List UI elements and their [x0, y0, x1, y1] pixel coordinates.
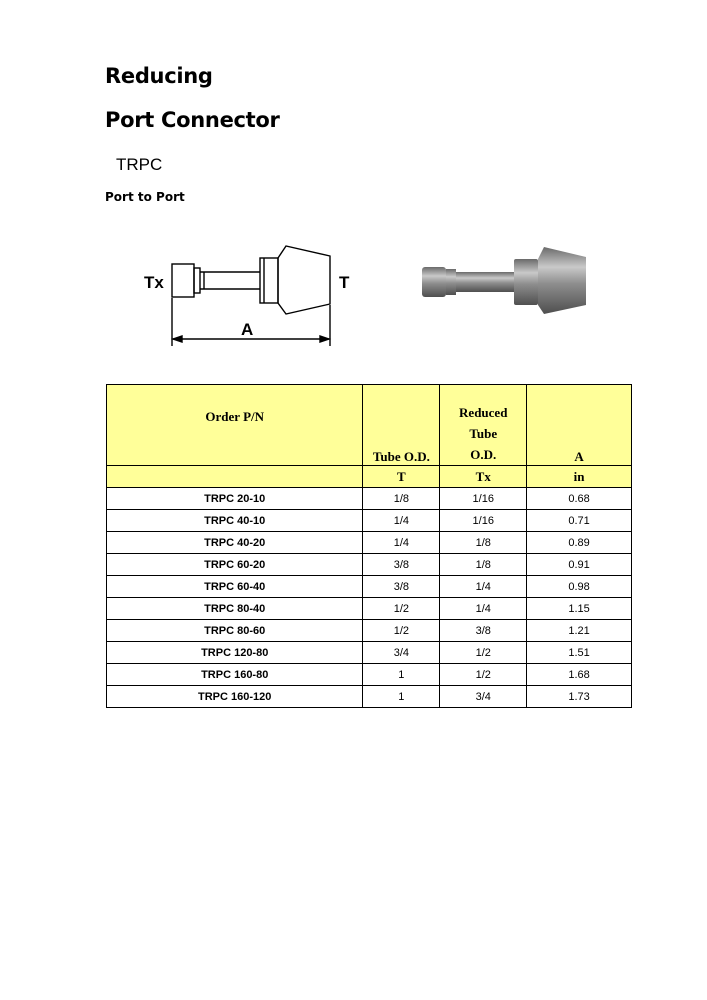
part-number-cell: TRPC 160-80: [107, 664, 363, 686]
tube-od-cell: 1/4: [363, 532, 440, 554]
table-row: [107, 664, 632, 686]
table-row: [107, 576, 632, 598]
part-number-cell: TRPC 40-20: [107, 532, 363, 554]
tube-od-cell: 1: [363, 686, 440, 708]
arrow-left-icon: [173, 336, 182, 342]
header-tube-od: Tube O.D.: [363, 385, 440, 466]
header-reduced-line2: Tube: [469, 426, 498, 441]
reduced-od-cell: 1/4: [440, 598, 527, 620]
label-t: T: [339, 273, 350, 292]
table-row: [107, 620, 632, 642]
table-row: [107, 686, 632, 708]
part-number-cell: TRPC 80-60: [107, 620, 363, 642]
reduced-od-cell: 3/8: [440, 620, 527, 642]
neck-ring: [194, 268, 200, 293]
unit-t: T: [363, 466, 440, 488]
small-port: [172, 264, 194, 297]
part-number-cell: TRPC 120-80: [107, 642, 363, 664]
tube-od-cell: 1/8: [363, 488, 440, 510]
title-port-connector: Port Connector: [105, 108, 280, 132]
part-number-cell: TRPC 60-40: [107, 576, 363, 598]
reduced-od-cell: 1/2: [440, 642, 527, 664]
table-row: [107, 488, 632, 510]
tube-od-cell: 3/4: [363, 642, 440, 664]
header-order-pn: Order P/N: [107, 385, 363, 466]
header-a: A: [527, 385, 632, 466]
large-port: [278, 246, 330, 314]
header-reduced-tube-od: [440, 385, 527, 466]
part-number-cell: TRPC 60-20: [107, 554, 363, 576]
label-a: A: [241, 320, 254, 339]
part-number-cell: TRPC 160-120: [107, 686, 363, 708]
reduced-od-cell: 1/16: [440, 510, 527, 532]
reduced-od-cell: 1/8: [440, 554, 527, 576]
tube-od-cell: 3/8: [363, 554, 440, 576]
unit-in: in: [527, 466, 632, 488]
unit-tx: Tx: [440, 466, 527, 488]
length-a-cell: 1.51: [527, 642, 632, 664]
shoulder: [260, 258, 278, 303]
table-header-row: [107, 385, 632, 466]
length-a-cell: 0.98: [527, 576, 632, 598]
length-a-cell: 1.15: [527, 598, 632, 620]
table-unit-row: [107, 466, 632, 488]
reduced-od-cell: 1/8: [440, 532, 527, 554]
length-a-cell: 0.89: [527, 532, 632, 554]
arrow-right-icon: [320, 336, 329, 342]
length-a-cell: 1.21: [527, 620, 632, 642]
spec-table: [106, 384, 632, 708]
tube-od-cell: 1/4: [363, 510, 440, 532]
technical-drawing: [140, 238, 370, 350]
tube-od-cell: 1/2: [363, 598, 440, 620]
product-code: TRPC: [116, 155, 163, 174]
part-number-cell: TRPC 20-10: [107, 488, 363, 510]
table-row: [107, 642, 632, 664]
length-a-cell: 0.91: [527, 554, 632, 576]
table-body: [107, 488, 632, 708]
subtitle-port-to-port: Port to Port: [105, 190, 185, 204]
reduced-od-cell: 1/16: [440, 488, 527, 510]
length-a-cell: 1.73: [527, 686, 632, 708]
reduced-od-cell: 1/4: [440, 576, 527, 598]
table-row: [107, 598, 632, 620]
header-reduced-line1: Reduced: [459, 405, 508, 420]
tube-od-cell: 1/2: [363, 620, 440, 642]
tube-od-cell: 1: [363, 664, 440, 686]
title-reducing: Reducing: [105, 64, 213, 88]
label-tx: Tx: [144, 273, 164, 292]
product-photo: [420, 243, 590, 315]
length-a-cell: 0.71: [527, 510, 632, 532]
table-row: [107, 554, 632, 576]
part-number-cell: TRPC 80-40: [107, 598, 363, 620]
part-number-cell: TRPC 40-10: [107, 510, 363, 532]
fitting-photo: [422, 247, 586, 314]
tube-od-cell: 3/8: [363, 576, 440, 598]
length-a-cell: 0.68: [527, 488, 632, 510]
length-a-cell: 1.68: [527, 664, 632, 686]
header-reduced-line3: O.D.: [470, 447, 497, 462]
table-row: [107, 532, 632, 554]
table-row: [107, 510, 632, 532]
unit-blank: [107, 466, 363, 488]
reduced-od-cell: 3/4: [440, 686, 527, 708]
reduced-od-cell: 1/2: [440, 664, 527, 686]
